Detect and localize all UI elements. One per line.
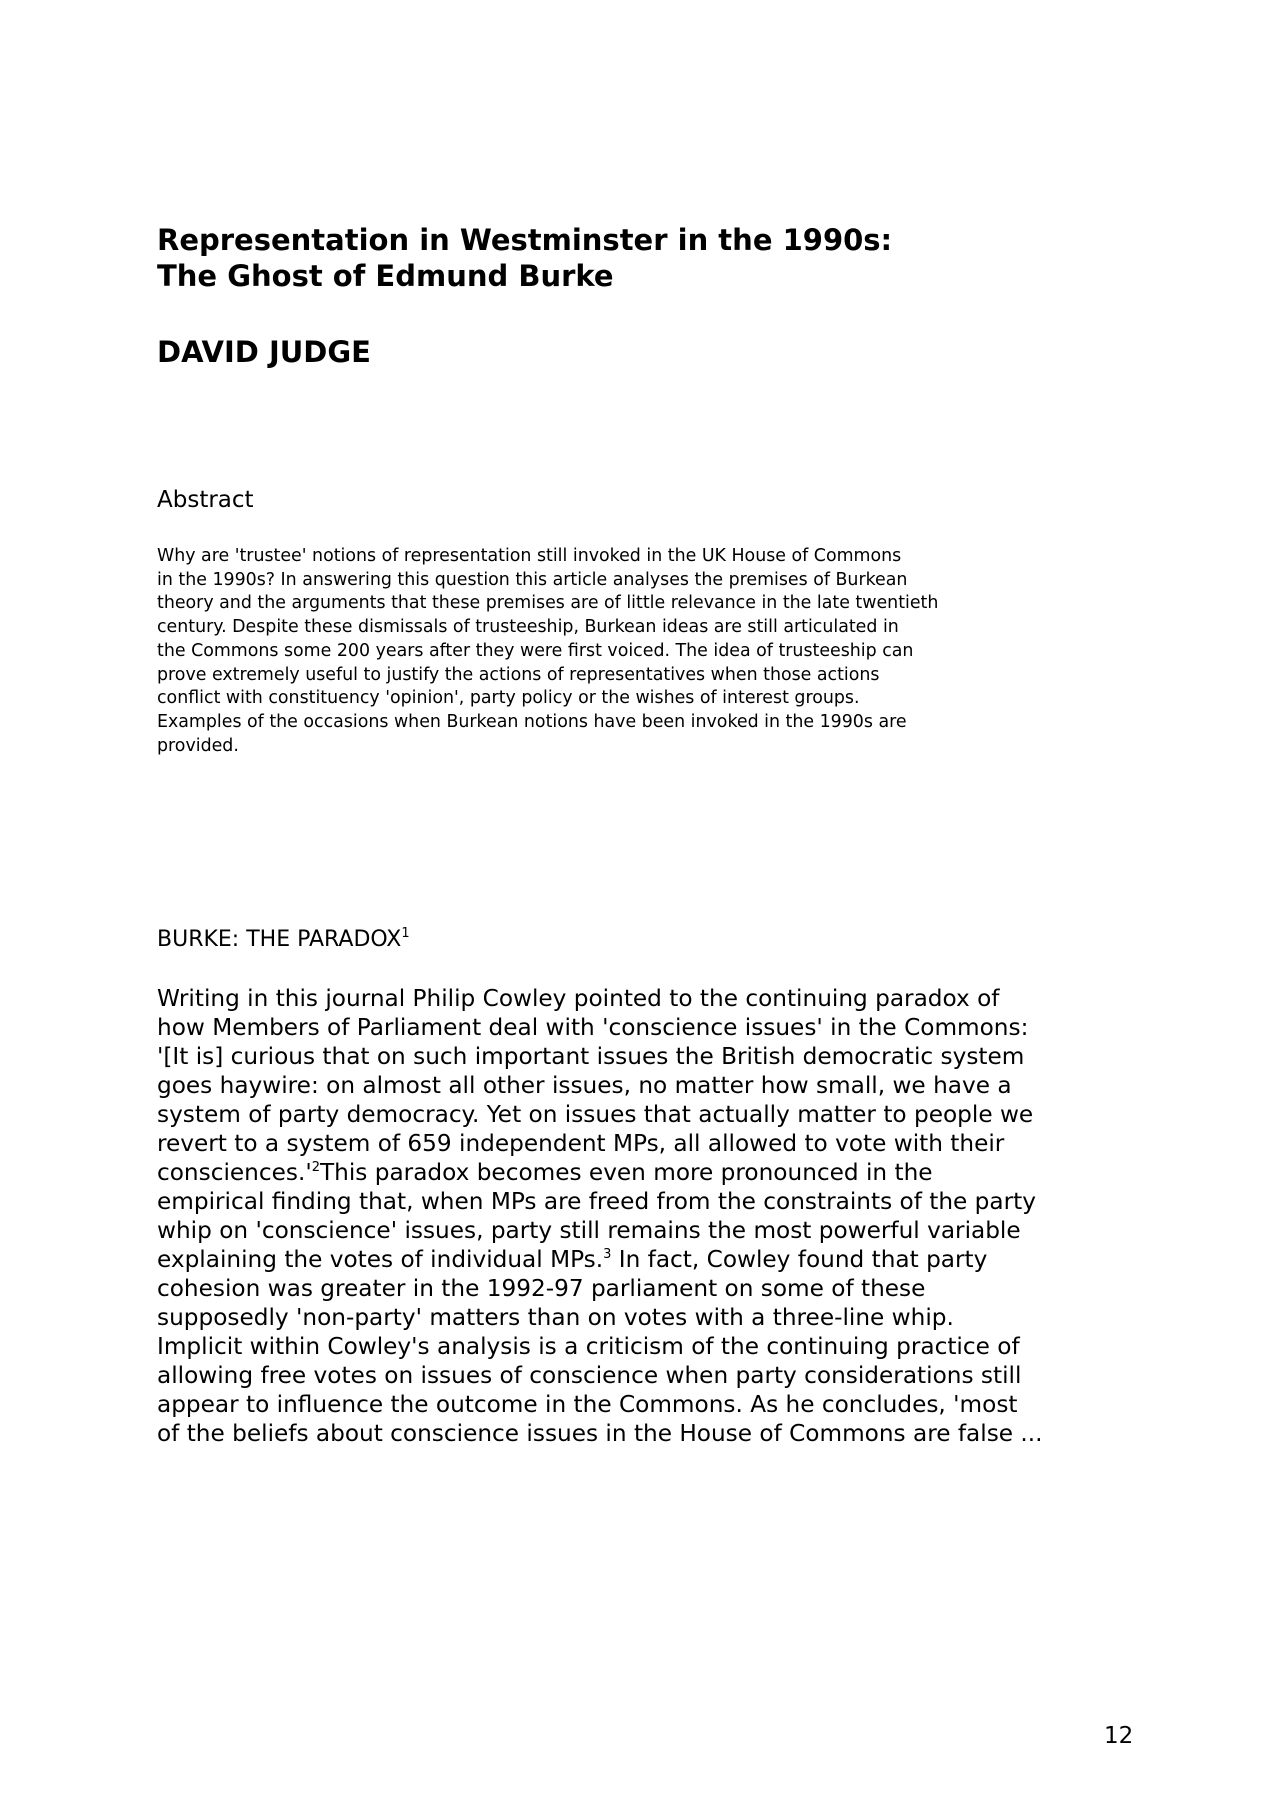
page-number: 12 bbox=[1104, 1723, 1134, 1749]
paragraph-line bbox=[157, 1042, 1117, 1071]
paragraph-line-text: how Members of Parliament deal with 'conscience issues' in the Commons: bbox=[157, 1014, 1029, 1041]
paragraph-line bbox=[157, 984, 1117, 1013]
paragraph-line bbox=[157, 1071, 1117, 1100]
body-paragraph bbox=[157, 984, 1117, 1448]
paragraph-line-text: revert to a system of 659 independent MPs, all allowed to vote with their bbox=[157, 1130, 1005, 1157]
paragraph-line-text: empirical finding that, when MPs are freed from the constraints of the party bbox=[157, 1188, 1036, 1215]
paragraph-line-text: This paradox becomes even more pronounced in the bbox=[320, 1159, 933, 1186]
paragraph-line-text: appear to influence the outcome in the Commons. As he concludes, 'most bbox=[157, 1391, 1018, 1418]
abstract-line: in the 1990s? In answering this question this article analyses the premises of Burkean bbox=[157, 569, 908, 590]
paragraph-line bbox=[157, 1100, 1117, 1129]
paragraph-line-text: cohesion was greater in the 1992-97 parliament on some of these bbox=[157, 1275, 926, 1302]
paragraph-line bbox=[157, 1013, 1117, 1042]
paragraph-line bbox=[157, 1187, 1117, 1216]
paragraph-line bbox=[157, 1158, 1117, 1187]
abstract-text bbox=[157, 545, 1057, 758]
footnote-marker: 2 bbox=[311, 1160, 320, 1175]
paragraph-line-text: supposedly 'non-party' matters than on votes with a three-line whip. bbox=[157, 1304, 954, 1331]
paragraph-line bbox=[157, 1245, 1117, 1274]
paragraph-line-text: Writing in this journal Philip Cowley pointed to the continuing paradox of bbox=[157, 985, 1000, 1012]
abstract-line: the Commons some 200 years after they were first voiced. The idea of trusteeship can bbox=[157, 640, 914, 661]
paragraph-line-text: whip on 'conscience' issues, party still remains the most powerful variable bbox=[157, 1217, 1021, 1244]
paragraph-line bbox=[157, 1419, 1117, 1448]
abstract-heading: Abstract bbox=[157, 487, 254, 513]
title-line-1: Representation in Westminster in the 1990s: bbox=[157, 223, 893, 257]
author-name: DAVID JUDGE bbox=[157, 335, 371, 369]
abstract-line: theory and the arguments that these premises are of little relevance in the late twentieth bbox=[157, 593, 939, 614]
paragraph-line-text: Implicit within Cowley's analysis is a criticism of the continuing practice of bbox=[157, 1333, 1020, 1360]
paragraph-line-text: allowing free votes on issues of conscience when party considerations still bbox=[157, 1362, 1022, 1389]
paragraph-line bbox=[157, 1390, 1117, 1419]
paragraph-line-text: system of party democracy. Yet on issues that actually matter to people we bbox=[157, 1101, 1034, 1128]
footnote-marker: 1 bbox=[401, 926, 410, 941]
paragraph-line bbox=[157, 1274, 1117, 1303]
article-title bbox=[157, 222, 1157, 294]
title-line-2: The Ghost of Edmund Burke bbox=[157, 259, 614, 293]
footnote-marker: 3 bbox=[603, 1247, 612, 1262]
paragraph-line bbox=[157, 1303, 1117, 1332]
paragraph-line-text: '[It is] curious that on such important issues the British democratic system bbox=[157, 1043, 1025, 1070]
paragraph-line bbox=[157, 1129, 1117, 1158]
paragraph-line-text: consciences.' bbox=[157, 1159, 312, 1186]
abstract-line: conflict with constituency 'opinion', party policy or the wishes of interest groups. bbox=[157, 688, 860, 709]
paragraph-line-text: In fact, Cowley found that party bbox=[611, 1246, 988, 1273]
paragraph-line bbox=[157, 1332, 1117, 1361]
paragraph-line bbox=[157, 1361, 1117, 1390]
abstract-line: provided. bbox=[157, 735, 239, 756]
section-heading bbox=[157, 926, 410, 954]
abstract-line: Examples of the occasions when Burkean notions have been invoked in the 1990s are bbox=[157, 711, 907, 732]
paragraph-line bbox=[157, 1216, 1117, 1245]
abstract-line: prove extremely useful to justify the actions of representatives when those actions bbox=[157, 664, 880, 685]
section-heading-text: BURKE: THE PARADOX bbox=[157, 927, 402, 952]
paragraph-line-text: explaining the votes of individual MPs. bbox=[157, 1246, 604, 1273]
abstract-line: Why are 'trustee' notions of representation still invoked in the UK House of Commons bbox=[157, 546, 902, 566]
paragraph-line-text: of the beliefs about conscience issues in the House of Commons are false ... bbox=[157, 1420, 1043, 1447]
paragraph-line-text: goes haywire: on almost all other issues, no matter how small, we have a bbox=[157, 1072, 1012, 1099]
abstract-line: century. Despite these dismissals of trusteeship, Burkean ideas are still articulated in bbox=[157, 617, 899, 638]
